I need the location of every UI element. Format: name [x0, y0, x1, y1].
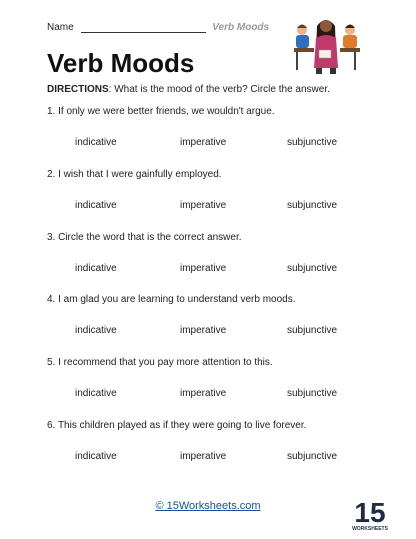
question-6-option-imperative[interactable]: imperative: [180, 451, 227, 462]
question-6: 6. This children played as if they were going to live forever.: [47, 420, 307, 431]
question-4-option-indicative[interactable]: indicative: [75, 325, 117, 336]
students-illustration-icon: [292, 14, 362, 76]
directions-label: DIRECTIONS: [47, 84, 109, 95]
question-3: 3. Circle the word that is the correct answer.: [47, 232, 242, 243]
question-1-option-subjunctive[interactable]: subjunctive: [287, 137, 338, 148]
question-6-option-indicative[interactable]: indicative: [75, 451, 117, 462]
question-5-option-imperative[interactable]: imperative: [180, 388, 227, 399]
question-5-option-indicative[interactable]: indicative: [75, 388, 117, 399]
directions-text: : What is the mood of the verb? Circle the answer.: [108, 84, 330, 95]
question-1-option-indicative[interactable]: indicative: [75, 137, 117, 148]
page-title: Verb Moods: [47, 48, 195, 78]
name-field: [47, 22, 269, 33]
question-4-option-subjunctive[interactable]: subjunctive: [287, 325, 338, 336]
15worksheets-logo-icon: [350, 496, 390, 532]
question-5: 5. I recommend that you pay more attention to this.: [47, 357, 273, 368]
question-4-option-imperative[interactable]: imperative: [180, 325, 227, 336]
directions: [47, 84, 330, 95]
footer-copyright-link[interactable]: © 15Worksheets.com: [155, 500, 261, 512]
question-3-option-subjunctive[interactable]: subjunctive: [287, 263, 338, 274]
question-5-option-subjunctive[interactable]: subjunctive: [287, 388, 338, 399]
question-2: 2. I wish that I were gainfully employed.: [47, 169, 222, 180]
question-6-option-subjunctive[interactable]: subjunctive: [287, 451, 338, 462]
name-label: Name: [47, 22, 74, 33]
question-3-option-indicative[interactable]: indicative: [75, 263, 117, 274]
question-2-option-indicative[interactable]: indicative: [75, 200, 117, 211]
question-1: 1. If only we were better friends, we wouldn't argue.: [47, 106, 275, 117]
name-blank-line[interactable]: [81, 23, 206, 33]
logo-text: WORKSHEETS: [352, 526, 388, 532]
question-1-option-imperative[interactable]: imperative: [180, 137, 227, 148]
logo-number: 15: [354, 497, 386, 528]
question-2-option-imperative[interactable]: imperative: [180, 200, 227, 211]
question-4: 4. I am glad you are learning to understand verb moods.: [47, 294, 296, 305]
question-2-option-subjunctive[interactable]: subjunctive: [287, 200, 338, 211]
question-3-option-imperative[interactable]: imperative: [180, 263, 227, 274]
header-topic: Verb Moods: [212, 22, 270, 33]
